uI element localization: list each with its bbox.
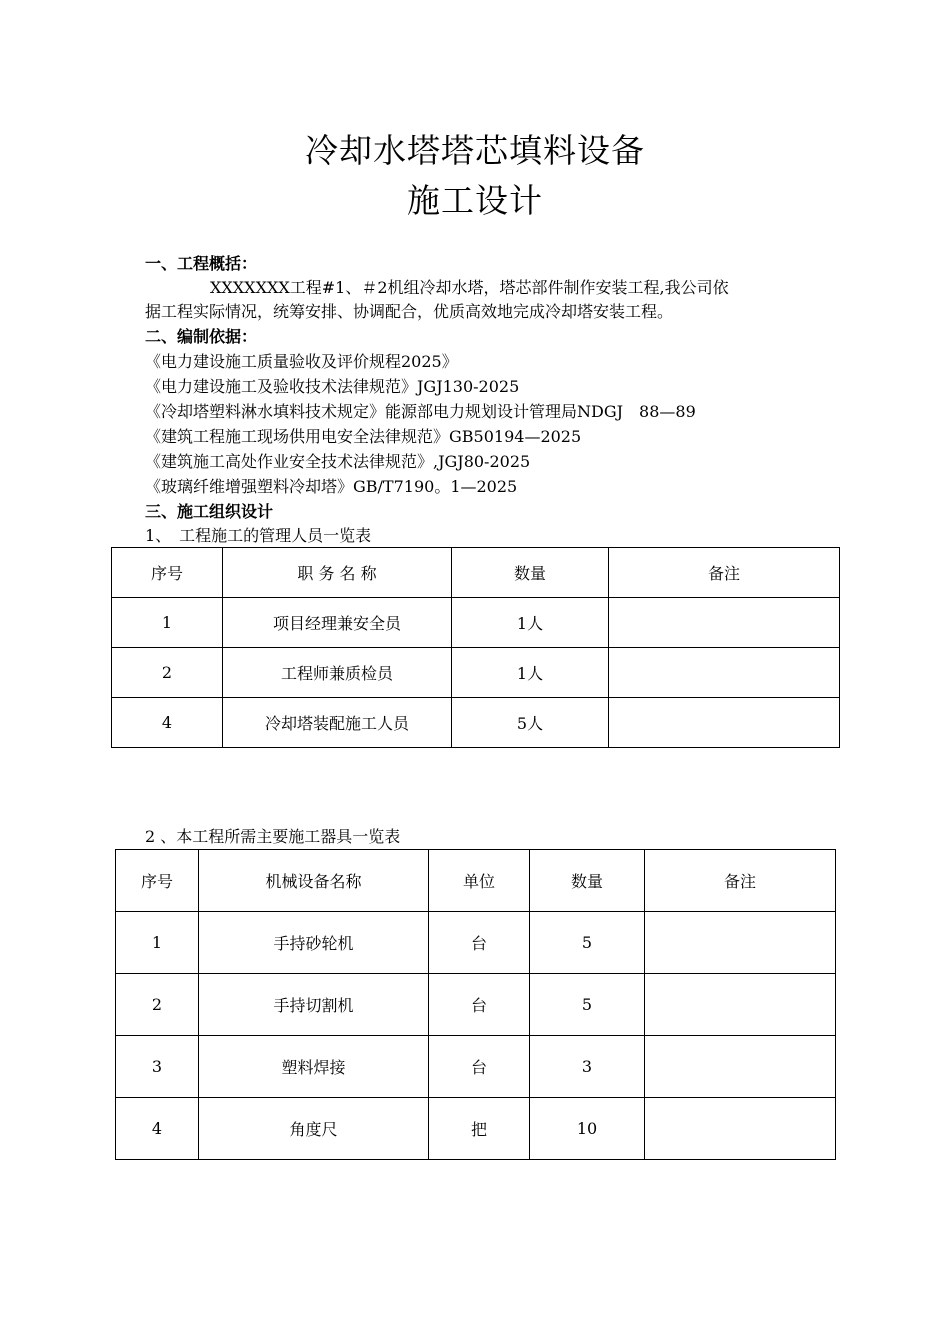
- table-row: [112, 598, 840, 648]
- table-cell: 5人: [452, 698, 609, 748]
- table-cell: [645, 1036, 836, 1098]
- table-cell: [645, 974, 836, 1036]
- table-cell: 手持切割机: [199, 974, 429, 1036]
- table-row: [112, 698, 840, 748]
- table-cell: 4: [112, 698, 223, 748]
- table-cell: 项目经理兼安全员: [223, 598, 452, 648]
- table-cell: [609, 648, 840, 698]
- table-cell: 3: [530, 1036, 645, 1098]
- table-row: [116, 1098, 836, 1160]
- header-cell: 备注: [609, 548, 840, 598]
- header-cell: 职 务 名 称: [223, 548, 452, 598]
- table-row: [116, 912, 836, 974]
- header-cell: 序号: [112, 548, 223, 598]
- overview-paragraph-line2: 据工程实际情况，统筹安排、协调配合，优质高效地完成冷却塔安装工程。: [145, 302, 674, 321]
- table-row: [116, 1036, 836, 1098]
- table-row: [116, 974, 836, 1036]
- header-cell: 机械设备名称: [199, 850, 429, 912]
- table-cell: 1: [116, 912, 199, 974]
- section-heading-basis: 二、编制依据：: [145, 327, 258, 346]
- staff-table: [111, 547, 840, 748]
- table-cell: 5: [530, 912, 645, 974]
- table-cell: 台: [429, 974, 530, 1036]
- table-cell: 台: [429, 912, 530, 974]
- reference-item: 《建筑施工高处作业安全技术法律规范》,JGJ80-2025: [145, 452, 531, 471]
- reference-item: 《冷却塔塑料淋水填料技术规定》能源部电力规划设计管理局NDGJ 88—89: [145, 402, 696, 421]
- table-cell: [609, 698, 840, 748]
- table-cell: 塑料焊接: [199, 1036, 429, 1098]
- table-row: [112, 648, 840, 698]
- table-cell: 1: [112, 598, 223, 648]
- table-cell: 2: [116, 974, 199, 1036]
- section-heading-overview: 一、工程概括：: [145, 254, 258, 273]
- table-cell: 台: [429, 1036, 530, 1098]
- table-cell: [609, 598, 840, 648]
- reference-item: 《电力建设施工及验收技术法律规范》JGJ130-2025: [145, 377, 520, 396]
- table-cell: 4: [116, 1098, 199, 1160]
- tools-table-caption: 2 、本工程所需主要施工器具一览表: [145, 827, 401, 846]
- table-cell: 把: [429, 1098, 530, 1160]
- table-cell: [645, 912, 836, 974]
- header-cell: 备注: [645, 850, 836, 912]
- table-cell: 工程师兼质检员: [223, 648, 452, 698]
- table-cell: 1人: [452, 598, 609, 648]
- overview-paragraph-line1: XXXXXXX工程#1、＃2机组冷却水塔，塔芯部件制作安装工程,我公司依: [210, 278, 729, 297]
- document-title: 冷却水塔塔芯填料设备: [305, 131, 645, 170]
- table-cell: 10: [530, 1098, 645, 1160]
- section-heading-organization: 三、施工组织设计: [145, 502, 274, 521]
- table-cell: 手持砂轮机: [199, 912, 429, 974]
- table-cell: 冷却塔装配施工人员: [223, 698, 452, 748]
- table-cell: 角度尺: [199, 1098, 429, 1160]
- reference-item: 《建筑工程施工现场供用电安全法律规范》GB50194—2025: [145, 427, 582, 446]
- reference-item: 《电力建设施工质量验收及评价规程2025》: [145, 352, 458, 371]
- header-cell: 序号: [116, 850, 199, 912]
- table-cell: 2: [112, 648, 223, 698]
- document-subtitle: 施工设计: [407, 181, 543, 220]
- table-cell: 5: [530, 974, 645, 1036]
- table-header-row: [112, 548, 840, 598]
- header-cell: 单位: [429, 850, 530, 912]
- table-cell: [645, 1098, 836, 1160]
- header-cell: 数量: [530, 850, 645, 912]
- table-header-row: [116, 850, 836, 912]
- header-cell: 数量: [452, 548, 609, 598]
- reference-item: 《玻璃纤维增强塑料冷却塔》GB/T7190。1—2025: [145, 477, 518, 496]
- table-cell: 1人: [452, 648, 609, 698]
- tools-table: [115, 849, 836, 1160]
- staff-table-caption: 1、 工程施工的管理人员一览表: [145, 526, 372, 545]
- table-cell: 3: [116, 1036, 199, 1098]
